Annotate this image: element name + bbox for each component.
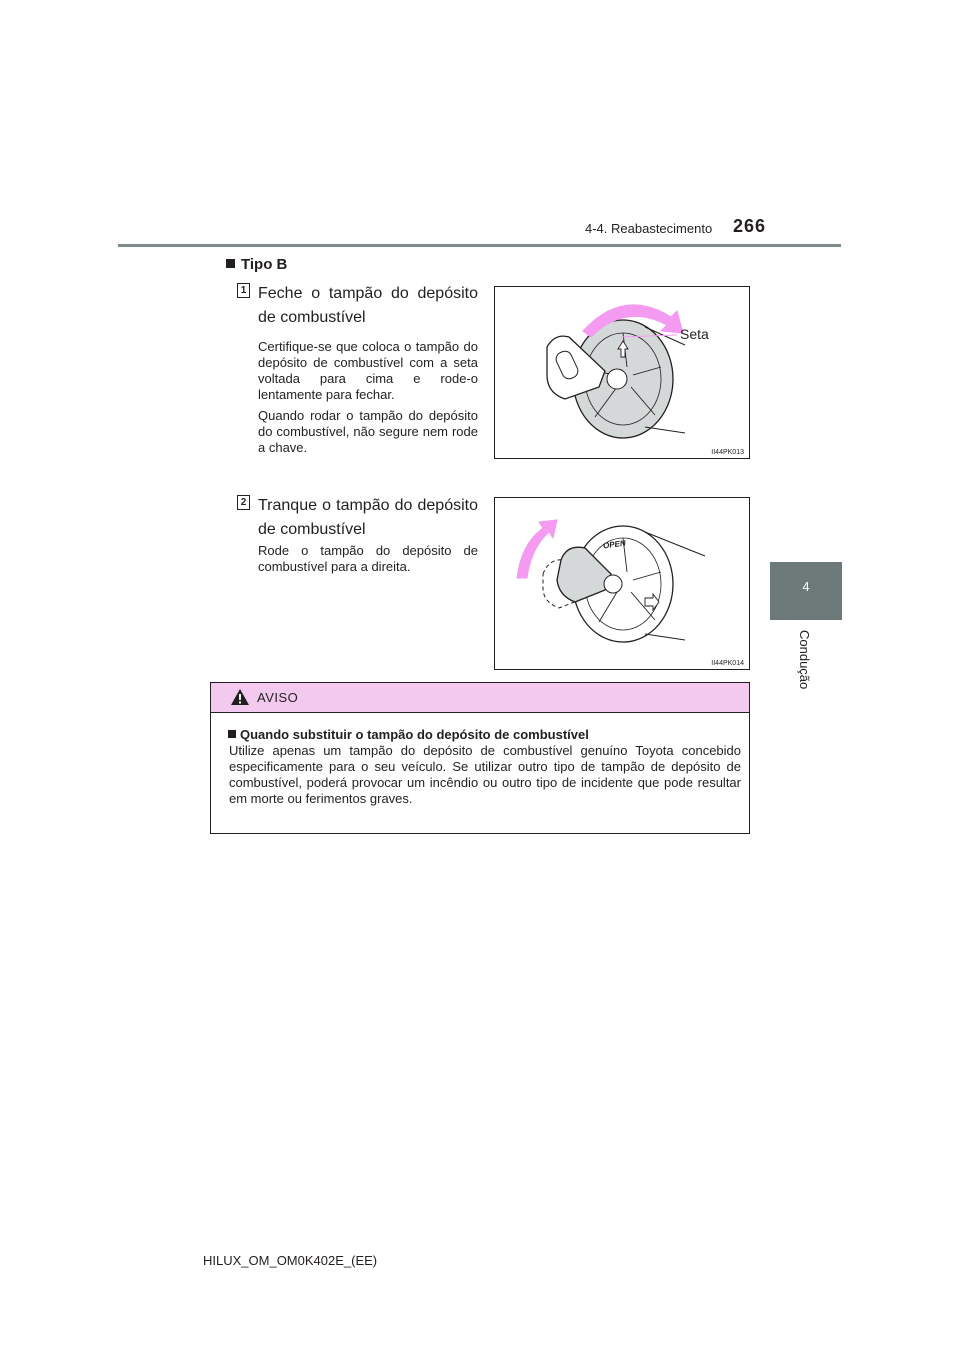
figure-lock-cap bbox=[494, 497, 750, 670]
figure-cap-open-text: OPEN bbox=[602, 538, 627, 551]
warning-box bbox=[210, 682, 750, 834]
warning-subtitle-text: Quando substituir o tampão do depósito de combustível bbox=[240, 727, 589, 742]
fuel-cap-illustration-1 bbox=[495, 287, 751, 460]
subheading-text: Tipo B bbox=[241, 256, 288, 273]
header-section-title: 4-4. Reabastecimento bbox=[585, 221, 713, 236]
chapter-title-vertical bbox=[770, 630, 842, 700]
step-2-badge: 2 bbox=[237, 495, 250, 510]
header-rule bbox=[118, 244, 841, 247]
chapter-title: Condução bbox=[797, 630, 812, 690]
warning-header bbox=[211, 683, 749, 713]
figure-label-arrow: Seta bbox=[680, 326, 709, 342]
step-1-badge: 1 bbox=[237, 283, 250, 298]
step-2-paragraph-1: Rode o tampão do depósito de combustível para a direita. bbox=[258, 543, 478, 574]
subheading bbox=[226, 256, 287, 273]
footer-doc-code: HILUX_OM_OM0K402E_(EE) bbox=[203, 1253, 378, 1268]
bullet-square-icon bbox=[228, 730, 236, 738]
chapter-tab[interactable] bbox=[770, 562, 842, 620]
step-2-title: Tranque o tampão do depósito de combustível bbox=[258, 497, 478, 538]
step-1-paragraph-2: Quando rodar o tampão do depósito do combustível, não segure nem rode a chave. bbox=[258, 408, 478, 455]
warning-title: AVISO bbox=[257, 690, 299, 705]
page-number: 266 bbox=[733, 216, 767, 236]
bullet-square-icon bbox=[226, 259, 235, 268]
figure-close-cap bbox=[494, 286, 750, 459]
figure-code-1: II44PK013 bbox=[711, 449, 744, 456]
fuel-cap-illustration-2 bbox=[495, 498, 751, 671]
step-1-title: Feche o tampão do depósito de combustível bbox=[258, 285, 478, 326]
warning-text: Utilize apenas um tampão do depósito de combustível genuíno Toyota concebido especificamente para o seu veículo. Se utilizar outro tipo de tampão de depósito de combustível, poderá provocar um incêndio ou outro tipo de incidente que pode resultar em morte ou ferimentos graves. bbox=[229, 743, 741, 806]
figure-code-2: II44PK014 bbox=[711, 660, 744, 667]
chapter-number: 4 bbox=[802, 579, 810, 594]
warning-triangle-icon bbox=[230, 688, 250, 706]
warning-subtitle bbox=[228, 727, 589, 742]
step-1-paragraph-1: Certifique-se que coloca o tampão do depósito de combustível com a seta voltada para cima e rode-o lentamente para fechar. bbox=[258, 339, 478, 402]
